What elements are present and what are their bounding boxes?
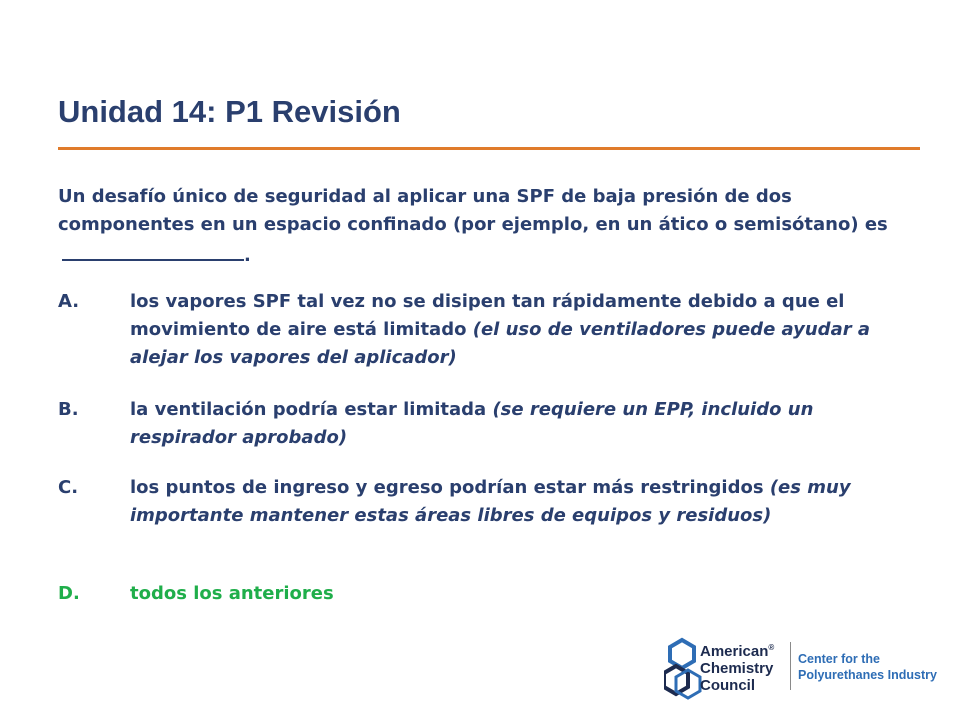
option-body bbox=[130, 288, 908, 372]
option-note: (es muy importante mantener estas áreas libres de equipos y residuos) bbox=[130, 477, 851, 526]
option-note: (se requiere un EPP, incluido un respirador aprobado) bbox=[130, 399, 814, 448]
option-text: la ventilación podría estar limitada bbox=[130, 399, 493, 420]
option-body bbox=[130, 474, 908, 530]
acc-line-2: Chemistry bbox=[700, 660, 774, 677]
answer-blank bbox=[62, 239, 244, 261]
acc-line-1: American bbox=[700, 643, 769, 660]
option-text: los vapores SPF tal vez no se disipen tan rápidamente debido a que el movimiento de aire está limitado bbox=[130, 291, 845, 340]
cpi-line-1: Center for the bbox=[798, 652, 880, 666]
acc-logo bbox=[664, 636, 944, 700]
page-title: Unidad 14: P1 Revisión bbox=[58, 94, 401, 129]
option-a bbox=[58, 288, 908, 372]
option-letter: C. bbox=[58, 477, 79, 498]
option-letter: A. bbox=[58, 291, 80, 312]
registered-mark: ® bbox=[768, 643, 775, 652]
option-letter: D. bbox=[58, 583, 80, 604]
option-body bbox=[130, 580, 908, 608]
question-body: Un desafío único de seguridad al aplicar una SPF de baja presión de dos componentes en un espacio confinado (por ejemplo, en un ático o semisótano) es bbox=[58, 186, 888, 235]
option-text: los puntos de ingreso y egreso podrían estar más restringidos bbox=[130, 477, 770, 498]
acc-wordmark bbox=[700, 639, 774, 694]
acc-line-3: Council bbox=[700, 677, 755, 694]
cpi-line-2: Polyurethanes Industry bbox=[798, 668, 937, 682]
option-note: (el uso de ventiladores puede ayudar a alejar los vapores del aplicador) bbox=[130, 319, 871, 368]
question-text bbox=[58, 183, 908, 270]
title-divider bbox=[58, 147, 920, 150]
hexagon-logo-icon bbox=[664, 636, 704, 700]
logo-separator bbox=[790, 642, 791, 690]
option-body bbox=[130, 396, 908, 452]
option-c bbox=[58, 474, 908, 530]
cpi-wordmark bbox=[798, 651, 937, 683]
option-letter: B. bbox=[58, 399, 79, 420]
question-end: . bbox=[244, 245, 251, 266]
option-text: todos los anteriores bbox=[130, 583, 334, 604]
option-b bbox=[58, 396, 908, 452]
option-d bbox=[58, 580, 908, 608]
